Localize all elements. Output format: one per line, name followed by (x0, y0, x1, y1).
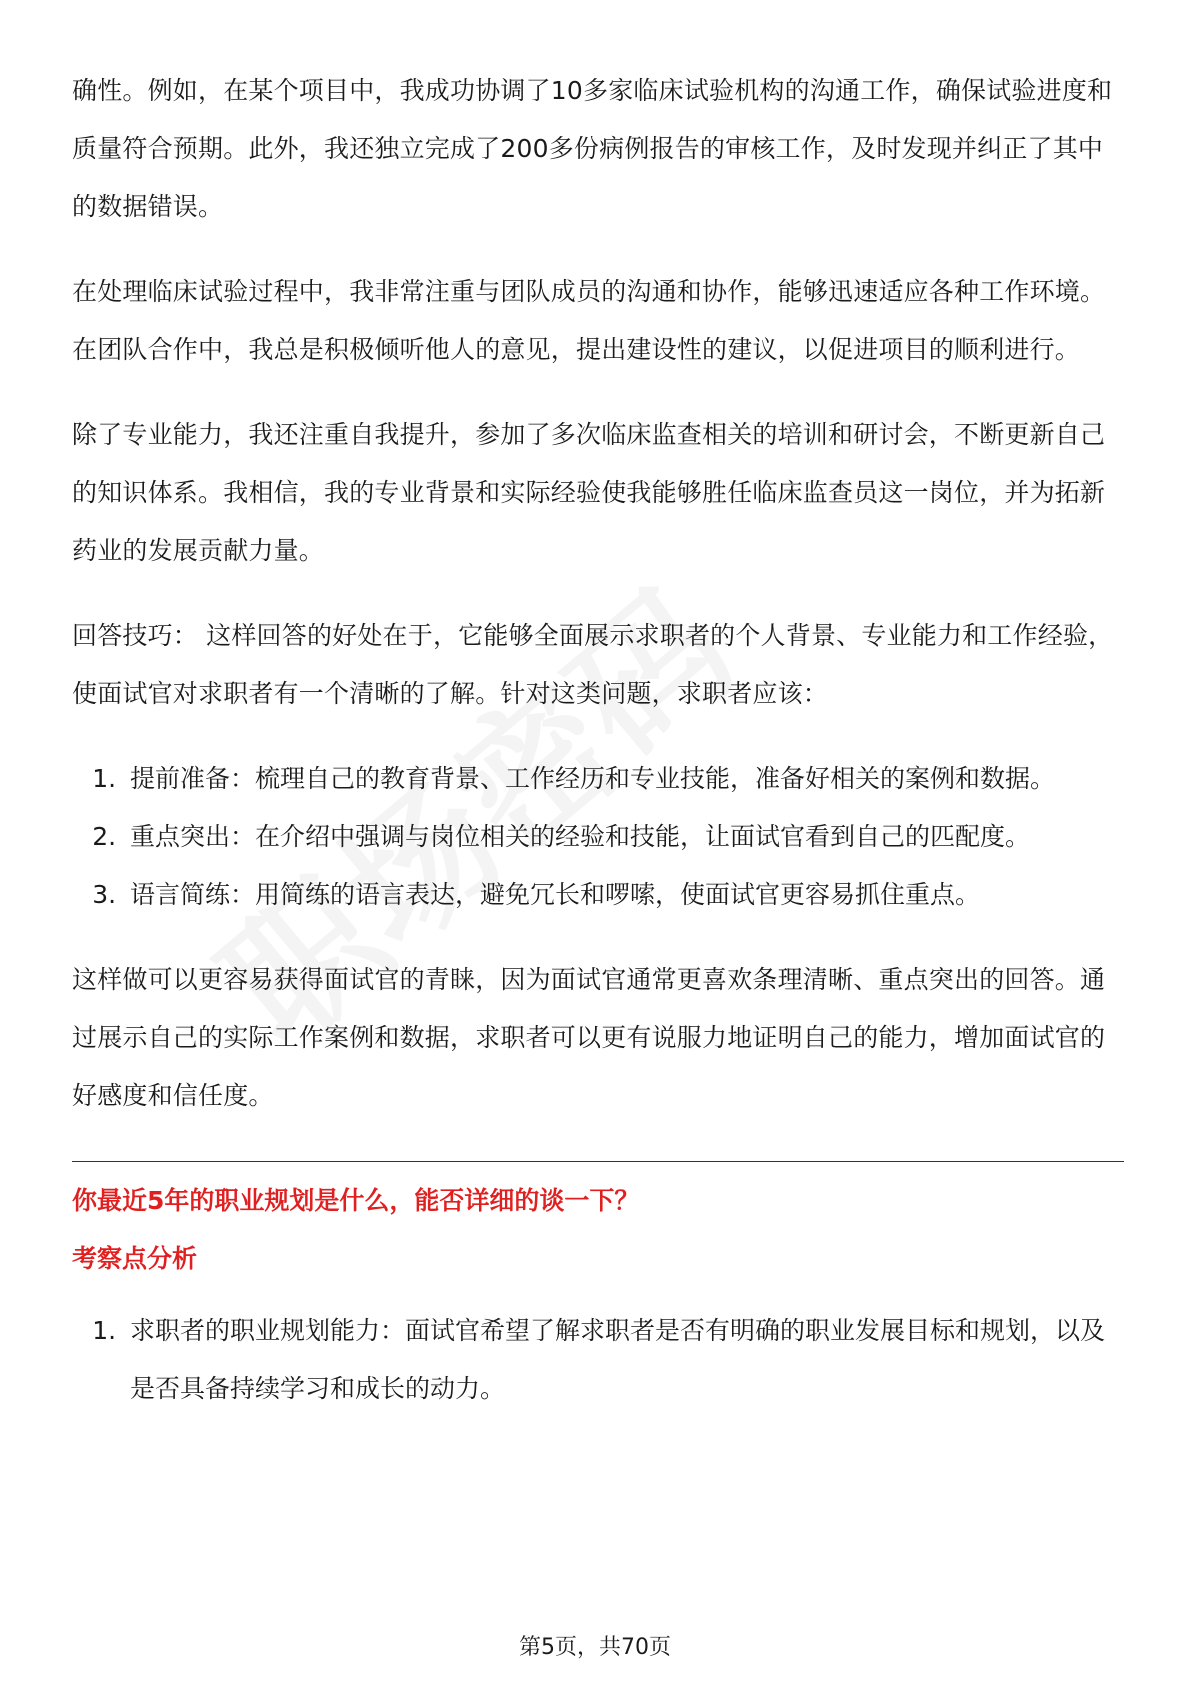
analysis-heading: 考察点分析 (72, 1244, 198, 1273)
document-page (72, 62, 1124, 1445)
list-item: 1. 求职者的职业规划能力：面试官希望了解求职者是否有明确的职业发展目标和规划，以及是否具备持续学习和成长的动力。 (124, 1302, 1124, 1418)
interview-question: 你最近5年的职业规划是什么，能否详细的谈一下？ (72, 1186, 640, 1215)
list-item: 2. 重点突出：在介绍中强调与岗位相关的经验和技能，让面试官看到自己的匹配度。 (124, 808, 1124, 866)
answer-paragraph-2: 在处理临床试验过程中，我非常注重与团队成员的沟通和协作，能够迅速适应各种工作环境。在团队合作中，我总是积极倾听他人的意见，提出建设性的建议，以促进项目的顺利进行。 (72, 277, 1106, 364)
answer-paragraph-3: 除了专业能力，我还注重自我提升，参加了多次临床监查相关的培训和研讨会，不断更新自己的知识体系。我相信，我的专业背景和实际经验使我能够胜任临床监查员这一岗位，并为拓新药业的发展贡献力量。 (72, 420, 1106, 565)
list-item: 1. 提前准备：梳理自己的教育背景、工作经历和专业技能，准备好相关的案例和数据。 (124, 750, 1124, 808)
analysis-list (72, 1302, 1124, 1418)
closing-paragraph: 这样做可以更容易获得面试官的青睐，因为面试官通常更喜欢条理清晰、重点突出的回答。通过展示自己的实际工作案例和数据，求职者可以更有说服力地证明自己的能力，增加面试官的好感度和信任度。 (72, 965, 1106, 1110)
section-divider (72, 1161, 1124, 1162)
answer-tips-intro: 回答技巧： 这样回答的好处在于，它能够全面展示求职者的个人背景、专业能力和工作经验，使面试官对求职者有一个清晰的了解。针对这类问题，求职者应该： (72, 621, 1114, 708)
list-item: 3. 语言简练：用简练的语言表达，避免冗长和啰嗦，使面试官更容易抓住重点。 (124, 866, 1124, 924)
tips-list (72, 750, 1124, 924)
page-number-footer: 第5页，共70页 (519, 1635, 671, 1660)
answer-paragraph-1: 确性。例如，在某个项目中，我成功协调了10多家临床试验机构的沟通工作，确保试验进度和质量符合预期。此外，我还独立完成了200多份病例报告的审核工作，及时发现并纠正了其中的数据错误。 (72, 76, 1113, 221)
